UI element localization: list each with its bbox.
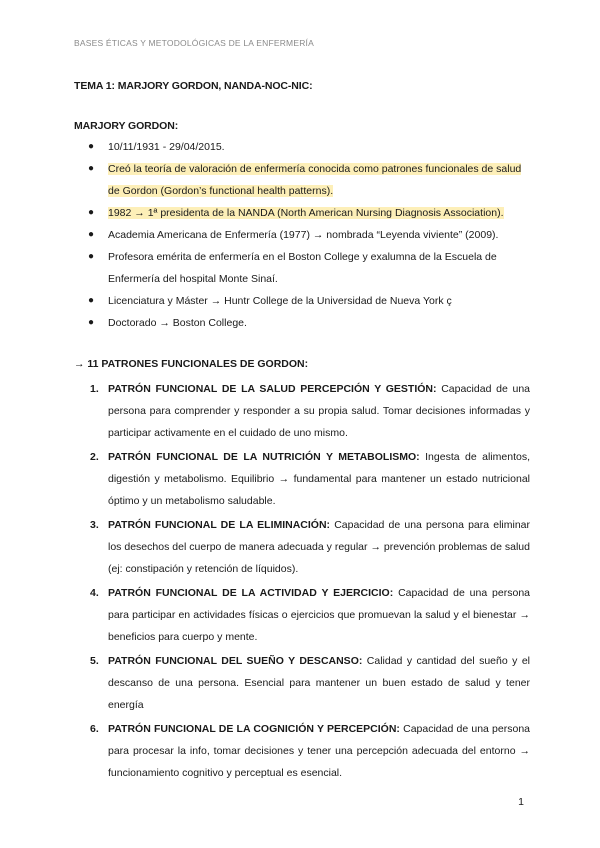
item-number: 6. bbox=[90, 723, 99, 735]
pattern-description: Capacidad de una persona para procesar la info, tomar decisiones y tener una percepción adecuada del entorno → funcionamiento cognitivo y perceptual es esencial. bbox=[108, 723, 530, 779]
pattern-description: Calidad y cantidad del sueño y el descanso de una persona. Esencial para mantener un buen estado de salud y tener energía bbox=[108, 655, 530, 711]
pattern-item bbox=[74, 718, 530, 784]
bullet-icon: ● bbox=[88, 207, 95, 218]
list-item bbox=[74, 136, 530, 158]
bullet-icon: ● bbox=[88, 251, 95, 262]
bullet-icon: ● bbox=[88, 141, 95, 152]
list-item bbox=[74, 246, 530, 290]
highlighted-text: Creó la teoría de valoración de enfermería conocida como patrones funcionales de salud de Gordon (Gordon’s functional health patterns). bbox=[108, 163, 522, 197]
list-item-text: Licenciatura y Máster → Huntr College de la Universidad de Nueva York ç bbox=[108, 295, 452, 307]
item-number: 2. bbox=[90, 451, 99, 463]
list-item bbox=[74, 312, 530, 334]
pattern-title: PATRÓN FUNCIONAL DEL SUEÑO Y DESCANSO: bbox=[108, 655, 363, 667]
page-number: 1 bbox=[518, 796, 524, 808]
pattern-item bbox=[74, 446, 530, 512]
pattern-item bbox=[74, 378, 530, 444]
bullet-icon: ● bbox=[88, 163, 95, 174]
list-item bbox=[74, 158, 530, 202]
patterns-section-title: → 11 PATRONES FUNCIONALES DE GORDON: bbox=[74, 358, 309, 370]
bullet-icon: ● bbox=[88, 295, 95, 306]
list-item-text: Doctorado → Boston College. bbox=[108, 317, 247, 329]
bullet-icon: ● bbox=[88, 229, 95, 240]
pattern-title: PATRÓN FUNCIONAL DE LA ACTIVIDAD Y EJERCICIO: bbox=[108, 587, 394, 599]
pattern-title: PATRÓN FUNCIONAL DE LA ELIMINACIÓN: bbox=[108, 519, 331, 531]
list-item-text: Academia Americana de Enfermería (1977) → nombrada “Leyenda viviente” (2009). bbox=[108, 229, 499, 241]
item-number: 3. bbox=[90, 519, 99, 531]
pattern-description: Capacidad de una persona para eliminar los desechos del cuerpo de manera adecuada y regular → prevención problemas de salud (ej: constipación y retención de líquidos). bbox=[108, 519, 530, 575]
running-header: BASES ÉTICAS Y METODOLÓGICAS DE LA ENFERMERÍA bbox=[74, 38, 314, 48]
item-number: 5. bbox=[90, 655, 99, 667]
pattern-description: Capacidad de una persona para comprender y responder a su propia salud. Tomar decisiones informadas y participar activamente en el cuidado de uno mismo. bbox=[108, 383, 531, 439]
pattern-item bbox=[74, 514, 530, 580]
item-number: 4. bbox=[90, 587, 99, 599]
list-item bbox=[74, 202, 530, 224]
pattern-description: Capacidad de una persona para participar en actividades físicas o ejercicios que promuevan la salud y el bienestar → beneficios para cuerpo y mente. bbox=[108, 587, 530, 643]
pattern-title: PATRÓN FUNCIONAL DE LA COGNICIÓN Y PERCEPCIÓN: bbox=[108, 723, 400, 735]
highlighted-text: 1982 → 1ª presidenta de la NANDA (North American Nursing Diagnosis Association). bbox=[108, 207, 504, 219]
pattern-title: PATRÓN FUNCIONAL DE LA SALUD PERCEPCIÓN Y GESTIÓN: bbox=[108, 383, 437, 395]
list-item bbox=[74, 290, 530, 312]
pattern-item bbox=[74, 650, 530, 716]
pattern-item bbox=[74, 582, 530, 648]
patterns-numbered-list bbox=[74, 378, 530, 786]
list-item bbox=[74, 224, 530, 246]
pattern-description: Ingesta de alimentos, digestión y metabolismo. Equilibrio → fundamental para mantener un estado nutricional óptimo y un metabolismo saludable. bbox=[108, 451, 530, 507]
item-number: 1. bbox=[90, 383, 99, 395]
bio-bullet-list bbox=[74, 136, 530, 334]
list-item-text: 10/11/1931 - 29/04/2015. bbox=[108, 141, 225, 153]
section-subtitle: MARJORY GORDON: bbox=[74, 120, 179, 132]
bullet-icon: ● bbox=[88, 317, 95, 328]
list-item-text: Profesora emérita de enfermería en el Boston College y exalumna de la Escuela de Enfermería del hospital Monte Sinaí. bbox=[108, 251, 497, 285]
pattern-title: PATRÓN FUNCIONAL DE LA NUTRICIÓN Y METABOLISMO: bbox=[108, 451, 420, 463]
topic-title: TEMA 1: MARJORY GORDON, NANDA-NOC-NIC: bbox=[74, 80, 313, 92]
